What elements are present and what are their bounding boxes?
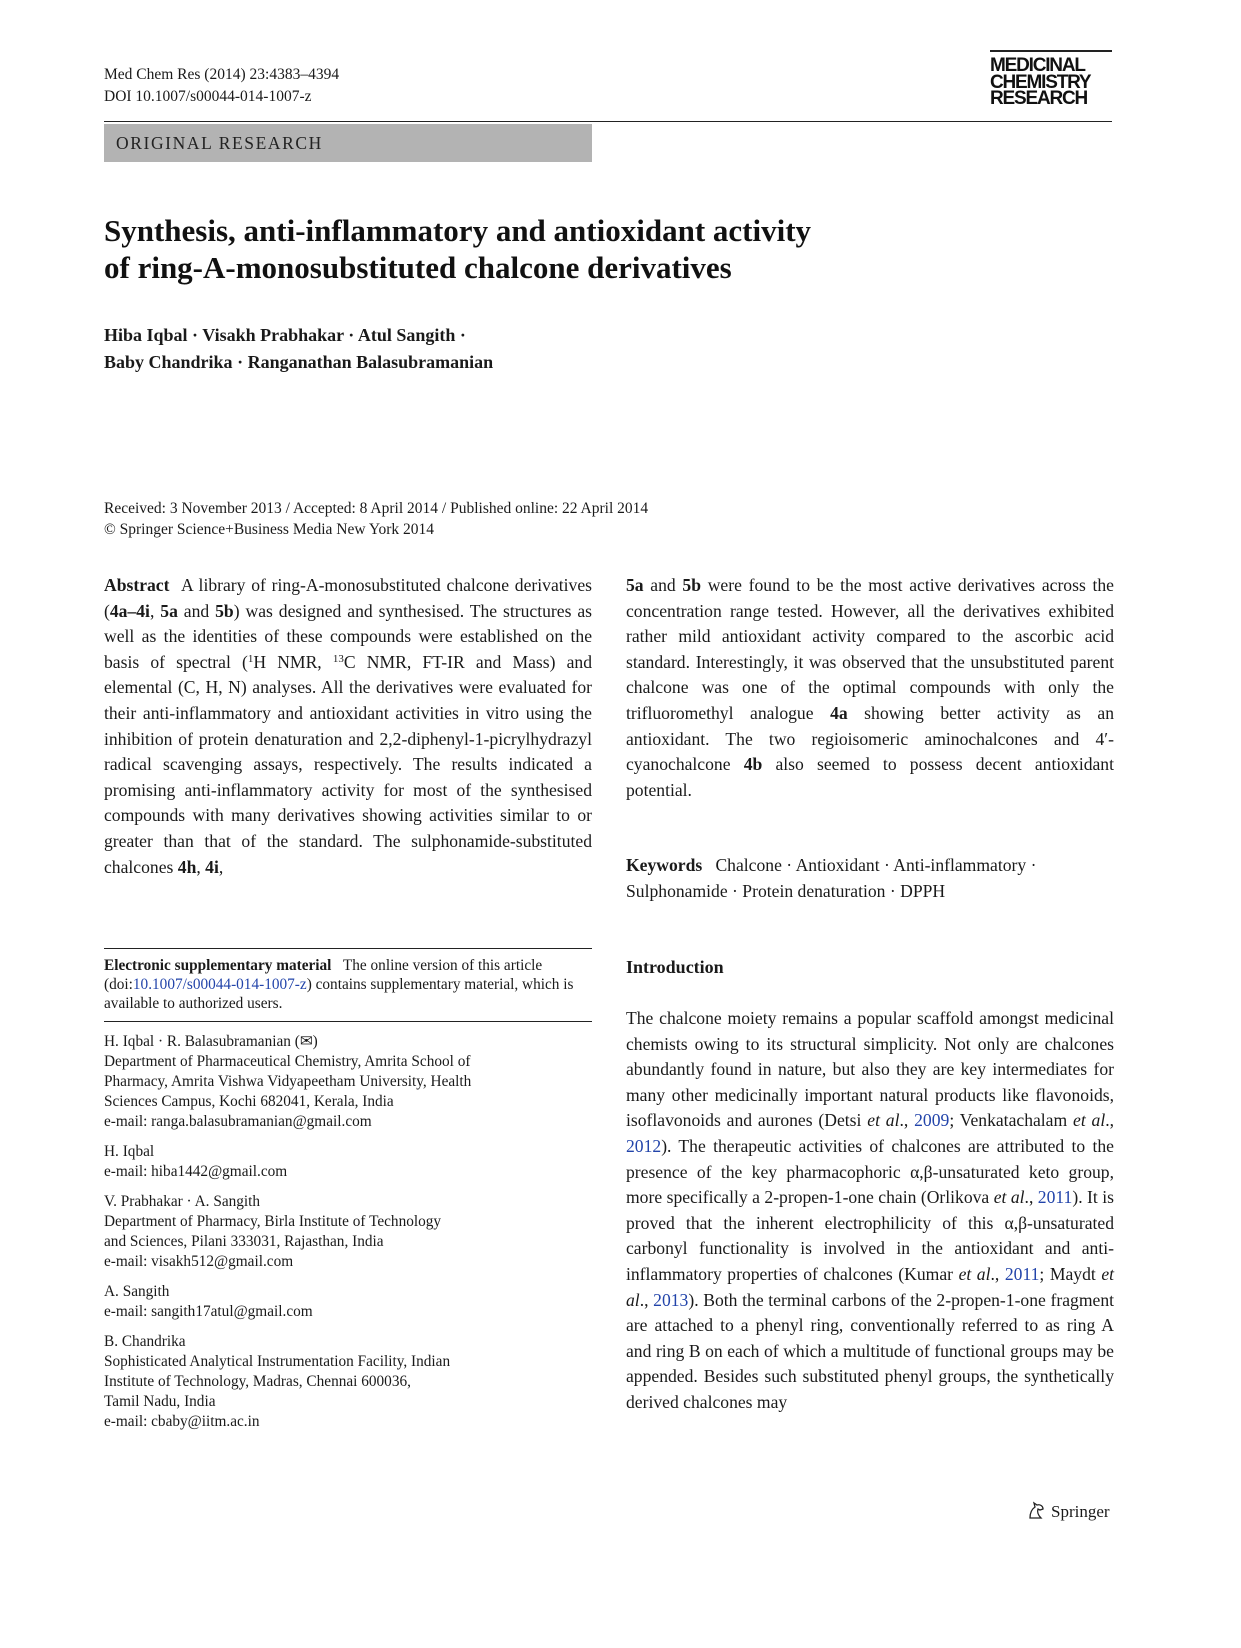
esm-text: The online version of this article (doi: <box>104 957 543 993</box>
affiliation-email[interactable]: e-mail: visakh512@gmail.com <box>104 1253 294 1270</box>
logo-line-2: CHEMISTRY <box>990 71 1091 93</box>
supplementary-note <box>104 956 592 1013</box>
abstract-left <box>104 573 592 880</box>
copyright-line: © Springer Science+Business Media New York 2014 <box>104 521 435 538</box>
intro-text: ). It is proved that the inherent electrophilicity of this α,β-unsaturated carbonyl functionality is involved in the antioxidant and anti-inflammatory properties of chalcones (Kumar <box>626 1187 1114 1284</box>
compound-ref: 4a <box>830 702 848 723</box>
intro-text: ., <box>1105 1110 1115 1131</box>
compound-ref: 5b <box>682 575 702 595</box>
abstract-right <box>626 573 1114 803</box>
abstract-text: , <box>149 600 161 621</box>
esm-heading: Electronic supplementary material <box>104 957 332 974</box>
springer-horse-icon <box>1026 1500 1046 1525</box>
affiliation-line: and Sciences, Pilani 333031, Rajasthan, India <box>104 1233 384 1250</box>
abstract-text: , <box>218 856 224 877</box>
abstract-heading: Abstract <box>104 575 170 595</box>
logo-line-3: RESEARCH <box>990 88 1088 109</box>
affiliation-block <box>104 1332 592 1432</box>
abstract-text: H NMR, <box>253 651 333 672</box>
affiliation-block <box>104 1192 592 1272</box>
et-al: et al <box>1073 1110 1106 1131</box>
article-type-banner: ORIGINAL RESEARCH <box>104 124 592 162</box>
citation-link[interactable]: 2009 <box>914 1110 950 1131</box>
article-title <box>104 212 1004 286</box>
affiliation-line: Sciences Campus, Kochi 682041, Kerala, India <box>104 1093 394 1110</box>
affiliation-authors: H. Iqbal <box>104 1143 155 1160</box>
affiliation-line: Institute of Technology, Madras, Chennai 600036, <box>104 1373 411 1390</box>
intro-text: ; Maydt <box>1039 1263 1102 1284</box>
affiliation-line: Pharmacy, Amrita Vishwa Vidyapeetham University, Health <box>104 1073 472 1090</box>
affiliation-rule <box>104 1021 592 1022</box>
intro-text: ., <box>639 1289 654 1310</box>
footnote-rule <box>104 948 592 949</box>
dates-line: Received: 3 November 2013 / Accepted: 8 April 2014 / Published online: 22 April 2014 <box>104 500 649 517</box>
compound-ref: 5a <box>160 600 178 621</box>
author-line-2 <box>104 349 1004 376</box>
doi-line: DOI 10.1007/s00044-014-1007-z <box>104 88 312 105</box>
citation-link[interactable]: 2011 <box>1004 1263 1040 1284</box>
affiliation-line: Tamil Nadu, India <box>104 1393 216 1410</box>
section-heading-introduction: Introduction <box>626 957 724 977</box>
publisher-footer <box>1026 1500 1110 1525</box>
et-al: et al <box>958 1263 991 1284</box>
affiliation-line: Sophisticated Analytical Instrumentation Facility, Indian <box>104 1353 451 1370</box>
superscript: 1 <box>247 652 254 665</box>
author-list <box>104 322 1004 376</box>
affiliation-block <box>104 1142 592 1182</box>
journal-citation <box>104 64 339 108</box>
intro-text: ., <box>1024 1187 1038 1208</box>
author-name: Ranganathan Balasubramanian <box>247 352 494 372</box>
keywords <box>626 853 1114 904</box>
author-separator: · <box>348 325 355 345</box>
compound-ref: 4a–4i <box>109 600 150 621</box>
affiliation-block <box>104 1032 592 1132</box>
keywords-text: Chalcone · Antioxidant · Anti-inflammatory · Sulphonamide · Protein denaturation · DPPH <box>626 855 1037 901</box>
abstract-paragraph <box>104 573 592 880</box>
title-line-1: Synthesis, anti-inflammatory and antioxidant activity <box>104 213 812 248</box>
abstract-text: A library of ring-A-monosubstituted chalcone derivatives ( <box>104 575 592 621</box>
author-separator: · <box>192 325 199 345</box>
keywords-heading: Keywords <box>626 855 703 875</box>
publication-history <box>104 498 1004 540</box>
abstract-paragraph-cont <box>626 573 1114 803</box>
intro-text: ). The therapeutic activities of chalcones are attributed to the presence of the key pharmacophoric α,β-unsaturated keto group, more specifically a 2-propen-1-one chain (Orlikova <box>626 1135 1114 1208</box>
compound-ref: 5a <box>626 575 644 595</box>
author-separator: · <box>459 325 466 345</box>
affiliation-authors: A. Sangith <box>104 1283 170 1300</box>
introduction-paragraph <box>626 1006 1114 1416</box>
affiliation-line: Department of Pharmaceutical Chemistry, Amrita School of <box>104 1053 471 1070</box>
abstract-text: were found to be the most active derivatives across the concentration range tested. However, all the derivatives exhibited rather mild antioxidant activity compared to the ascorbic acid standard. Interestingly, it was observed that the unsubstituted parent chalcone was one of the optimal compounds with only the trifluoromethyl analogue <box>626 575 1114 723</box>
intro-text: ). Both the terminal carbons of the 2-propen-1-one fragment are attached to a phenyl ring, conventionally referred to as ring A and ring B on each of which a multitude of functional groups may be appended. Besides such substituted phenyl groups, the synthetically derived chalcones may <box>626 1289 1115 1412</box>
abstract-text: C NMR, FT-IR and Mass) and elemental (C, H, N) analyses. All the derivatives were evaluated for their anti-inflammatory and antioxidant activities in vitro using the inhibition of protein denaturation and 2,2-diphenyl-1-picrylhydrazyl radical scavenging assays, respectively. The results indicated a promising anti-inflammatory activity for most of the synthesised compounds with many derivatives showing activities similar to or greater than that of the standard. The sulphonamide-substituted chalcones <box>104 651 592 877</box>
intro-text: ; Venkatachalam <box>949 1110 1074 1131</box>
affiliations <box>104 1032 592 1442</box>
abstract-text: and <box>643 575 683 595</box>
compound-ref: 5b <box>215 600 234 621</box>
abstract-text: also seemed to possess decent antioxidant potential. <box>626 754 1114 800</box>
author-separator: · <box>237 352 244 372</box>
affiliation-block <box>104 1282 592 1322</box>
et-al: et al <box>993 1187 1025 1208</box>
author-name: Baby Chandrika <box>104 352 233 372</box>
author-name: Atul Sangith <box>357 325 456 345</box>
superscript: 13 <box>332 652 344 665</box>
compound-ref: 4h <box>177 856 197 877</box>
citation-link[interactable]: 2012 <box>626 1135 662 1156</box>
intro-text: ., <box>990 1263 1005 1284</box>
title-line-2: of ring-A-monosubstituted chalcone derivatives <box>104 250 732 285</box>
affiliation-email[interactable]: e-mail: hiba1442@gmail.com <box>104 1163 288 1180</box>
doi-link[interactable]: 10.1007/s00044-014-1007-z <box>132 976 307 993</box>
affiliation-authors: H. Iqbal · R. Balasubramanian (✉) <box>104 1033 318 1050</box>
et-al: et al <box>867 1110 900 1131</box>
intro-text: The chalcone moiety remains a popular scaffold amongst medicinal chemists owing to its structural simplicity. Not only are chalcones abundantly found in nature, but also they are key intermediates for many other medicinally important natural products like flavonoids, isoflavonoids and aurones (Detsi <box>626 1008 1114 1131</box>
esm-text: ) contains supplementary material, which is available to authorized users. <box>104 976 574 1012</box>
abstract-text: and <box>177 600 216 621</box>
journal-line: Med Chem Res (2014) 23:4383–4394 <box>104 66 340 83</box>
citation-link[interactable]: 2011 <box>1037 1187 1073 1208</box>
et-al: et al <box>626 1263 1115 1310</box>
abstract-text: , <box>196 856 206 877</box>
abstract-text: ) was designed and synthesised. The structures as well as the identities of these compounds were established on the basis of spectral ( <box>104 600 592 672</box>
affiliation-authors: B. Chandrika <box>104 1333 186 1350</box>
header-rule <box>104 121 1112 122</box>
affiliation-email[interactable]: e-mail: ranga.balasubramanian@gmail.com <box>104 1113 372 1130</box>
logo-line-1: MEDICINAL <box>990 55 1085 76</box>
introduction-body <box>626 1006 1114 1416</box>
affiliation-email[interactable]: e-mail: sangith17atul@gmail.com <box>104 1303 313 1320</box>
affiliation-line: Department of Pharmacy, Birla Institute of Technology <box>104 1213 442 1230</box>
author-line-1 <box>104 322 1004 349</box>
compound-ref: 4i <box>205 856 219 877</box>
affiliation-email[interactable]: e-mail: cbaby@iitm.ac.in <box>104 1413 260 1430</box>
publisher-name: Springer <box>1051 1502 1110 1521</box>
author-name: Visakh Prabhakar <box>202 325 344 345</box>
affiliation-authors: V. Prabhakar · A. Sangith <box>104 1193 261 1210</box>
citation-link[interactable]: 2013 <box>653 1289 689 1310</box>
journal-logo <box>990 50 1112 108</box>
intro-text: ., <box>899 1110 915 1131</box>
compound-ref: 4b <box>743 754 763 775</box>
author-name: Hiba Iqbal <box>104 325 188 345</box>
abstract-text: showing better activity as an antioxidant. The two regioisomeric aminochalcones and 4′-cyanochalcone <box>626 702 1114 775</box>
